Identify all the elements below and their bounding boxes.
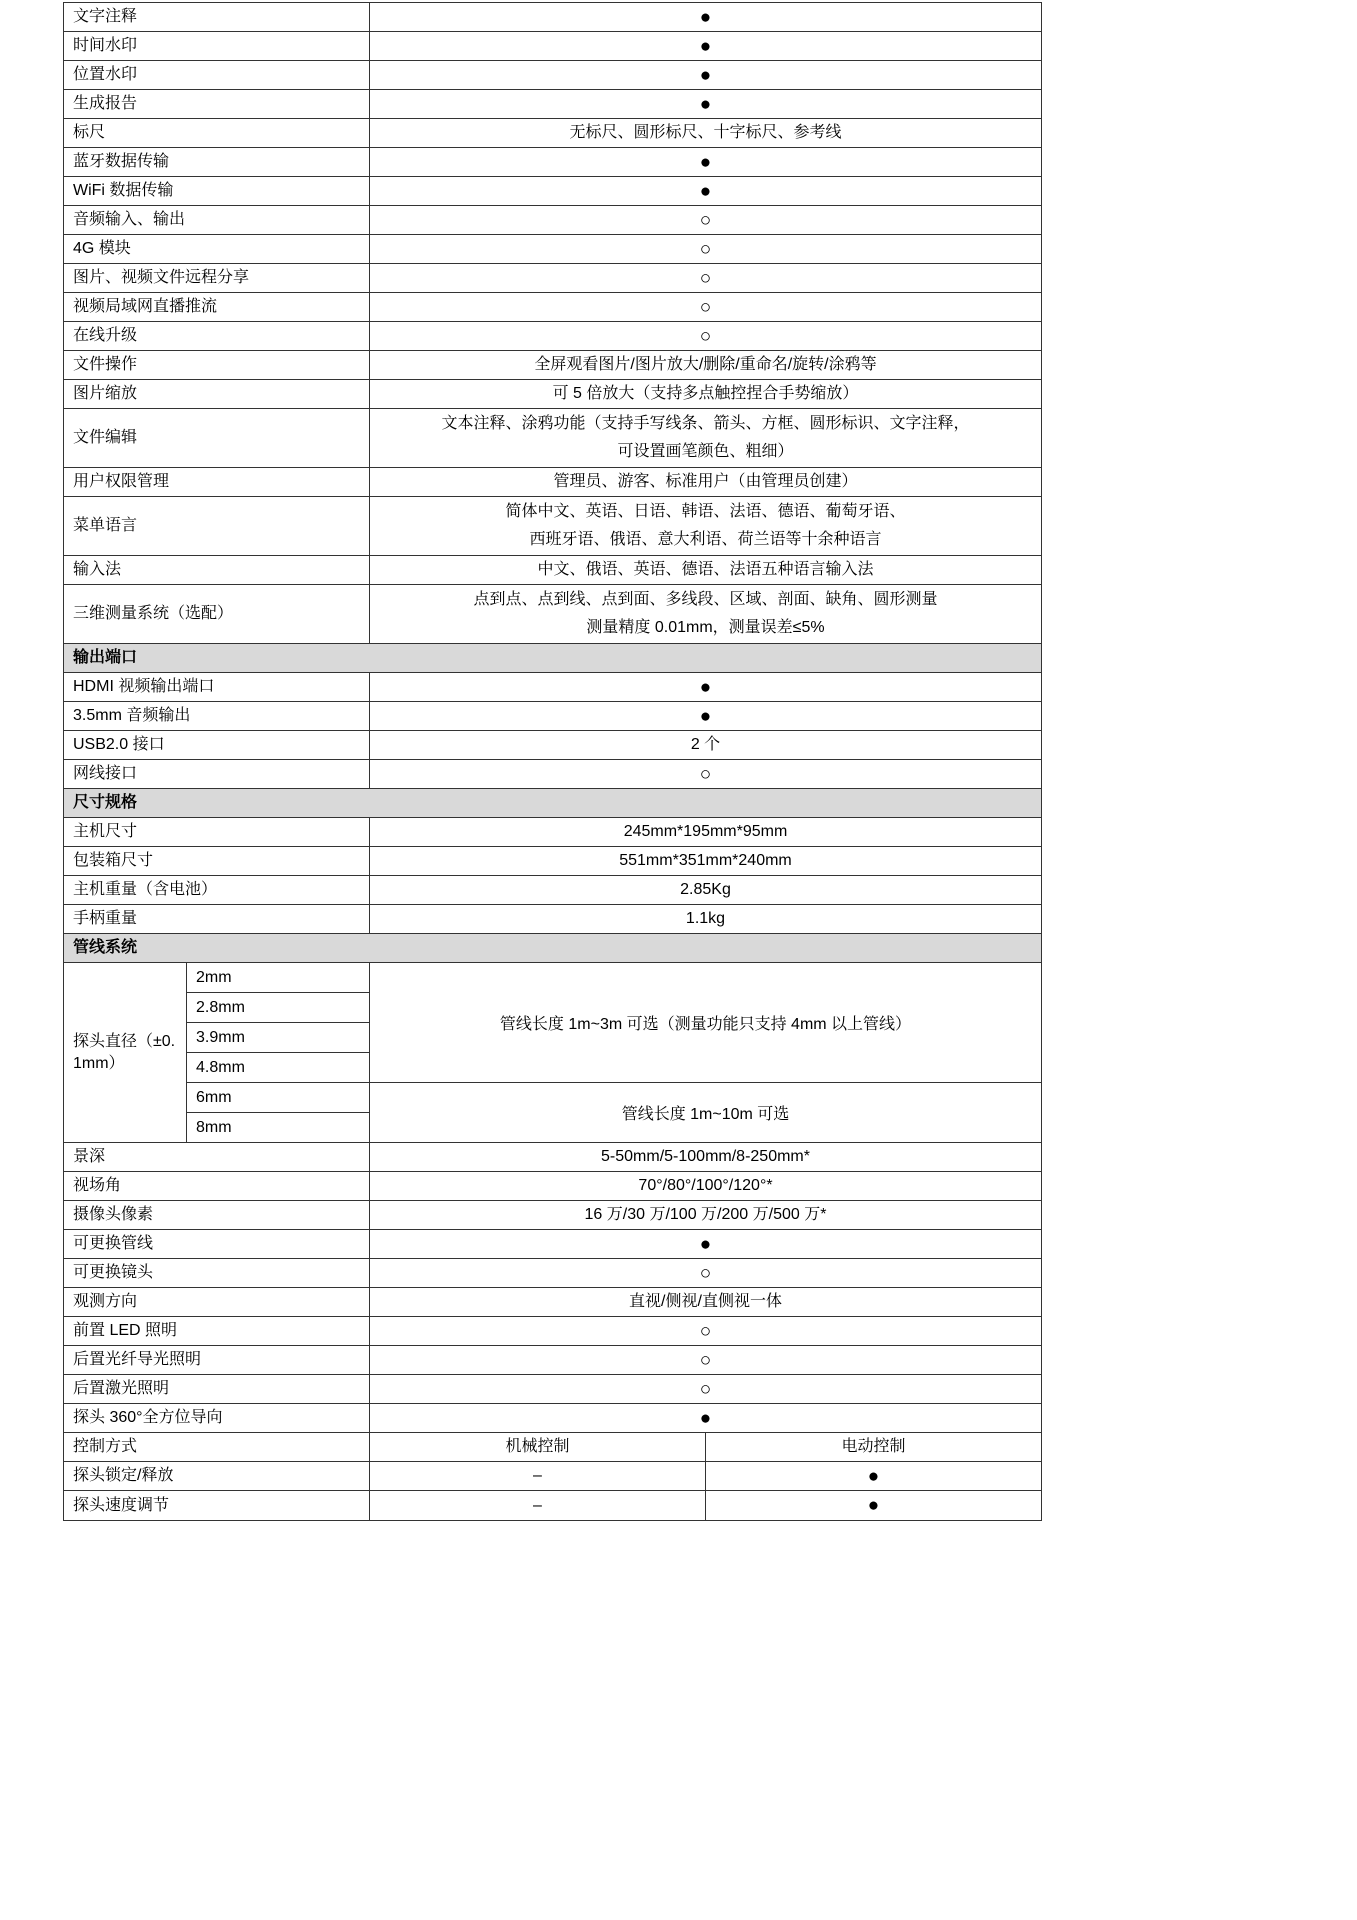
spec-row [64, 1172, 1041, 1201]
spec-value: ○ [369, 760, 1041, 788]
spec-value: 全屏观看图片/图片放大/删除/重命名/旋转/涂鸦等 [369, 351, 1041, 379]
spec-value: 可 5 倍放大（支持多点触控捏合手势缩放） [369, 380, 1041, 408]
spec-label: 时间水印 [73, 37, 138, 55]
spec-row [64, 818, 1041, 847]
spec-row [64, 235, 1041, 264]
spec-label: 菜单语言 [73, 517, 138, 535]
spec-label: 探头锁定/释放 [73, 1467, 174, 1485]
spec-row [64, 905, 1041, 934]
probe-diameter-cell: 2mm [187, 963, 369, 993]
spec-row-split [64, 1462, 1041, 1491]
spec-value: ○ [369, 322, 1041, 350]
spec-label: 主机尺寸 [73, 823, 138, 841]
spec-label: 输入法 [73, 561, 122, 579]
spec-row [64, 177, 1041, 206]
spec-row [64, 293, 1041, 322]
spec-label: 文字注释 [73, 8, 138, 26]
spec-label: 蓝牙数据传输 [73, 153, 170, 171]
spec-row [64, 760, 1041, 789]
spec-row [64, 731, 1041, 760]
spec-value: ○ [369, 1259, 1041, 1287]
spec-row [64, 1201, 1041, 1230]
spec-value: 管理员、游客、标准用户（由管理员创建） [369, 468, 1041, 496]
spec-label: 主机重量（含电池） [73, 881, 218, 899]
probe-length-column [369, 963, 1041, 1142]
section-title: 管线系统 [73, 939, 138, 957]
spec-label: 网线接口 [73, 765, 138, 783]
probe-diameter-cell: 8mm [196, 1118, 232, 1136]
spec-label: 文件编辑 [73, 429, 138, 447]
spec-value: 直视/侧视/直侧视一体 [369, 1288, 1041, 1316]
spec-row [64, 32, 1041, 61]
probe-length-cell: 管线长度 1m~3m 可选（测量功能只支持 4mm 以上管线） [370, 963, 1041, 1083]
spec-label: 生成报告 [73, 95, 138, 113]
spec-row [64, 673, 1041, 702]
spec-value: ○ [369, 1346, 1041, 1374]
spec-row [64, 119, 1041, 148]
spec-label: HDMI 视频输出端口 [73, 678, 215, 696]
spec-row [64, 351, 1041, 380]
spec-value-left: – [369, 1491, 705, 1520]
spec-value: ● [369, 702, 1041, 730]
spec-label: 后置激光照明 [73, 1380, 170, 1398]
spec-label: 可更换镜头 [73, 1264, 154, 1282]
spec-value: ○ [369, 1375, 1041, 1403]
probe-length-cell: 管线长度 1m~10m 可选 [621, 1105, 790, 1123]
spec-row [64, 556, 1041, 585]
probe-diameter-row [64, 963, 1041, 1143]
spec-label: 位置水印 [73, 66, 138, 84]
spec-row [64, 90, 1041, 119]
spec-value-line: 简体中文、英语、日语、韩语、法语、德语、葡萄牙语、 [505, 503, 906, 520]
spec-value-line: 点到点、点到线、点到面、多线段、区域、剖面、缺角、圆形测量 [473, 591, 938, 608]
probe-diameter-cell: 2.8mm [187, 993, 369, 1023]
spec-label: 文件操作 [73, 356, 138, 374]
probe-diameter-cell: 3.9mm [187, 1023, 369, 1053]
spec-label: 包装箱尺寸 [73, 852, 154, 870]
spec-value: ○ [369, 293, 1041, 321]
spec-row [64, 1404, 1041, 1433]
spec-value: ○ [369, 264, 1041, 292]
spec-value: ● [369, 148, 1041, 176]
spec-row [64, 1375, 1041, 1404]
spec-label: 可更换管线 [73, 1235, 154, 1253]
spec-value-line: 西班牙语、俄语、意大利语、荷兰语等十余种语言 [529, 531, 882, 548]
spec-row [64, 876, 1041, 905]
spec-row [64, 61, 1041, 90]
spec-label: 4G 模块 [73, 240, 131, 258]
spec-table [63, 2, 1042, 1521]
spec-value: ● [369, 3, 1041, 31]
spec-value: ● [369, 673, 1041, 701]
spec-row [64, 702, 1041, 731]
spec-label: 标尺 [73, 124, 106, 142]
spec-label: 视频局域网直播推流 [73, 298, 218, 316]
spec-row-split [64, 1433, 1041, 1462]
spec-row [64, 3, 1041, 32]
spec-row [64, 497, 1041, 556]
spec-value: ● [369, 1230, 1041, 1258]
spec-label: 观测方向 [73, 1293, 138, 1311]
spec-row [64, 847, 1041, 876]
spec-label: 在线升级 [73, 327, 138, 345]
spec-row [64, 1259, 1041, 1288]
spec-row [64, 1288, 1041, 1317]
spec-label: 三维测量系统（选配） [73, 605, 234, 623]
spec-value: 中文、俄语、英语、德语、法语五种语言输入法 [369, 556, 1041, 584]
spec-value: ● [369, 1404, 1041, 1432]
spec-value: ○ [369, 206, 1041, 234]
spec-label: WiFi 数据传输 [73, 182, 174, 200]
spec-label: 视场角 [73, 1177, 122, 1195]
probe-diameter-cell: 4.8mm [187, 1053, 369, 1083]
spec-value: ○ [369, 235, 1041, 263]
section-header-row [64, 644, 1041, 673]
spec-value: ● [369, 177, 1041, 205]
spec-value: 551mm*351mm*240mm [369, 847, 1041, 875]
spec-value: 16 万/30 万/100 万/200 万/500 万* [369, 1201, 1041, 1229]
probe-diameter-column [186, 963, 369, 1142]
spec-label: 手柄重量 [73, 910, 138, 928]
spec-value-left: – [369, 1462, 705, 1490]
spec-label: 后置光纤导光照明 [73, 1351, 202, 1369]
spec-value-line: 文本注释、涂鸦功能（支持手写线条、箭头、方框、圆形标识、文字注释， [441, 415, 970, 432]
spec-label: 摄像头像素 [73, 1206, 154, 1224]
spec-value: 2 个 [369, 731, 1041, 759]
spec-label: 前置 LED 照明 [73, 1322, 178, 1340]
spec-value-right: ● [705, 1491, 1041, 1520]
spec-row [64, 206, 1041, 235]
spec-value-left: 机械控制 [369, 1433, 705, 1461]
section-title: 尺寸规格 [73, 794, 138, 812]
spec-value-line: 测量精度 0.01mm，测量误差≤5% [586, 619, 825, 636]
spec-value [369, 497, 1041, 555]
spec-row [64, 380, 1041, 409]
spec-row [64, 468, 1041, 497]
spec-row [64, 1230, 1041, 1259]
spec-value [369, 585, 1041, 643]
spec-value-right: 电动控制 [705, 1433, 1041, 1461]
spec-value: 无标尺、圆形标尺、十字标尺、参考线 [369, 119, 1041, 147]
spec-value: ● [369, 61, 1041, 89]
spec-label: USB2.0 接口 [73, 736, 165, 754]
probe-diameter-cell: 6mm [187, 1083, 369, 1113]
spec-value: 5-50mm/5-100mm/8-250mm* [369, 1143, 1041, 1171]
spec-label: 探头速度调节 [73, 1496, 170, 1514]
spec-value: ○ [369, 1317, 1041, 1345]
spec-value: ● [369, 90, 1041, 118]
spec-value: ● [369, 32, 1041, 60]
spec-row-split [64, 1491, 1041, 1520]
spec-row [64, 1346, 1041, 1375]
spec-label: 控制方式 [73, 1438, 138, 1456]
spec-value: 2.85Kg [369, 876, 1041, 904]
spec-label: 图片、视频文件远程分享 [73, 269, 250, 287]
spec-label: 探头 360°全方位导向 [73, 1409, 223, 1427]
spec-row [64, 585, 1041, 644]
spec-row [64, 409, 1041, 468]
spec-label: 探头直径（±0.1mm） [73, 1032, 176, 1072]
spec-value-line: 可设置画笔颜色、粗细） [617, 443, 794, 460]
spec-label: 景深 [73, 1148, 106, 1166]
spec-row [64, 322, 1041, 351]
spec-label: 音频输入、输出 [73, 211, 186, 229]
spec-value: 1.1kg [369, 905, 1041, 933]
spec-label: 3.5mm 音频输出 [73, 707, 191, 725]
spec-value: 245mm*195mm*95mm [369, 818, 1041, 846]
spec-label: 图片缩放 [73, 385, 138, 403]
spec-value: 70°/80°/100°/120°* [369, 1172, 1041, 1200]
spec-row [64, 264, 1041, 293]
spec-label: 用户权限管理 [73, 473, 170, 491]
spec-value-right: ● [705, 1462, 1041, 1490]
section-header-row [64, 934, 1041, 963]
spec-row [64, 148, 1041, 177]
section-header-row [64, 789, 1041, 818]
spec-row [64, 1317, 1041, 1346]
spec-row [64, 1143, 1041, 1172]
spec-value [369, 409, 1041, 467]
section-title: 输出端口 [73, 649, 138, 667]
